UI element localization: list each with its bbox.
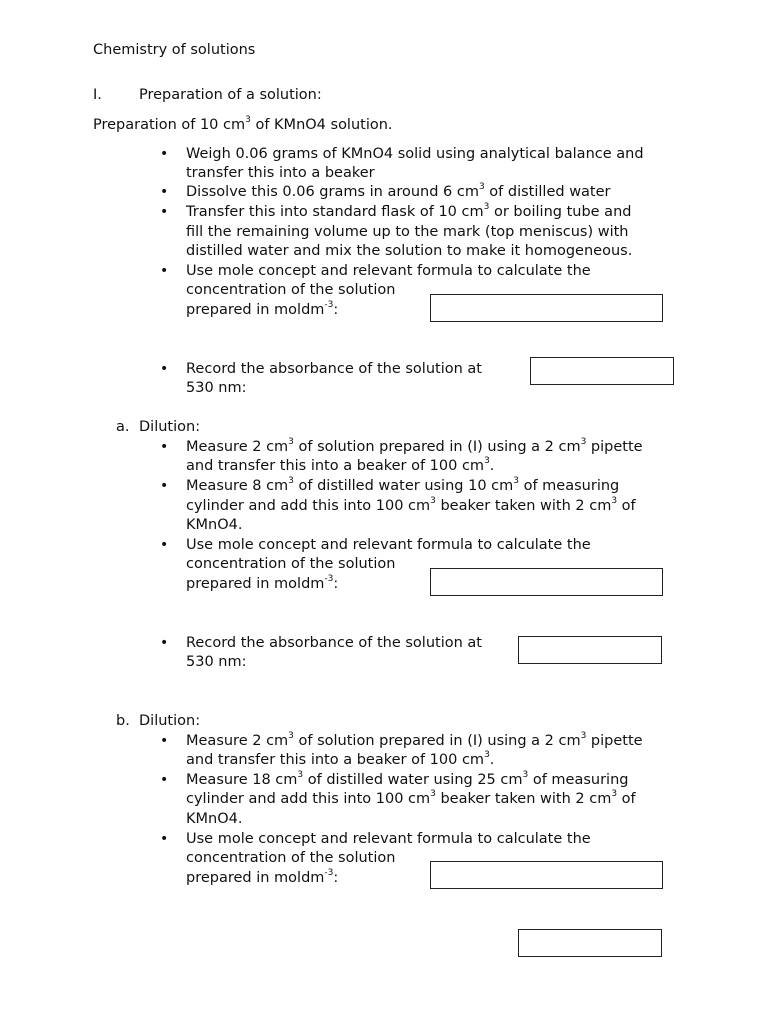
bullet-icon: • <box>160 831 169 847</box>
step-text: Use mole concept and relevant formula to calculate the <box>186 263 591 279</box>
step-text: KMnO4. <box>186 811 243 827</box>
step-text: Use mole concept and relevant formula to calculate the <box>186 831 591 847</box>
step-text: KMnO4. <box>186 517 243 533</box>
step-text: Weigh 0.06 grams of KMnO4 solid using analytical balance and <box>186 146 644 162</box>
step-text: Measure 2 $cm^3$ of solution prepared in (I) using a 2 $cm^3$ pipette <box>186 437 643 455</box>
concentration-answer-box[interactable] <box>430 861 663 889</box>
step-text: Record the absorbance of the solution at <box>186 361 482 377</box>
bullet-icon: • <box>160 439 169 455</box>
absorbance-answer-box[interactable] <box>530 357 674 385</box>
step-text: concentration of the solution <box>186 556 396 572</box>
section-heading: Preparation of a solution: <box>139 87 322 103</box>
step-text: Measure 18 $cm^3$ of distilled water using 25 $cm^3$ of measuring <box>186 770 629 788</box>
concentration-answer-box[interactable] <box>430 294 663 322</box>
bullet-icon: • <box>160 204 169 220</box>
step-text: fill the remaining volume up to the mark (top meniscus) with <box>186 224 629 240</box>
page-title: Chemistry of solutions <box>93 42 256 58</box>
bullet-icon: • <box>160 478 169 494</box>
bullet-icon: • <box>160 184 169 200</box>
absorbance-answer-box[interactable] <box>518 929 662 957</box>
step-text: Measure 2 $cm^3$ of solution prepared in (I) using a 2 $cm^3$ pipette <box>186 731 643 749</box>
bullet-icon: • <box>160 537 169 553</box>
concentration-answer-box[interactable] <box>430 568 663 596</box>
step-text: concentration of the solution <box>186 282 396 298</box>
step-text: 530 nm: <box>186 654 247 670</box>
absorbance-answer-box[interactable] <box>518 636 662 664</box>
step-text: Record the absorbance of the solution at <box>186 635 482 651</box>
bullet-icon: • <box>160 635 169 651</box>
section-number: I. <box>93 87 102 103</box>
subsection-label: b. <box>116 713 130 729</box>
step-text: transfer this into a beaker <box>186 165 375 181</box>
step-text: cylinder and add this into 100 $cm^3$ beaker taken with 2 $cm^3$ of <box>186 789 636 807</box>
step-text: Transfer this into standard flask of 10 $cm^3$ or boiling tube and <box>186 202 632 220</box>
step-text: distilled water and mix the solution to make it homogeneous. <box>186 243 633 259</box>
step-text: concentration of the solution <box>186 850 396 866</box>
bullet-icon: • <box>160 146 169 162</box>
step-text: Measure 8 $cm^3$ of distilled water using 10 $cm^3$ of measuring <box>186 476 620 494</box>
subsection-label: a. <box>116 419 130 435</box>
step-text: cylinder and add this into 100 $cm^3$ beaker taken with 2 $cm^3$ of <box>186 496 636 514</box>
step-text: and transfer this into a beaker of 100 $cm^3$. <box>186 456 495 474</box>
step-text: prepared in moldm$^{-3}$: <box>186 574 339 592</box>
step-text: 530 nm: <box>186 380 247 396</box>
subsection-heading: Dilution: <box>139 419 201 435</box>
step-text: Dissolve this 0.06 grams in around 6 $cm^3$ of distilled water <box>186 182 611 200</box>
bullet-icon: • <box>160 733 169 749</box>
step-text: and transfer this into a beaker of 100 $cm^3$. <box>186 750 495 768</box>
bullet-icon: • <box>160 361 169 377</box>
subsection-heading: Dilution: <box>139 713 201 729</box>
bullet-icon: • <box>160 263 169 279</box>
step-text: prepared in moldm$^{-3}$: <box>186 868 339 886</box>
step-text: prepared in moldm$^{-3}$: <box>186 300 339 318</box>
section-intro: Preparation of 10 $cm^3$ of KMnO4 solution. <box>93 115 393 133</box>
step-text: Use mole concept and relevant formula to calculate the <box>186 537 591 553</box>
bullet-icon: • <box>160 772 169 788</box>
